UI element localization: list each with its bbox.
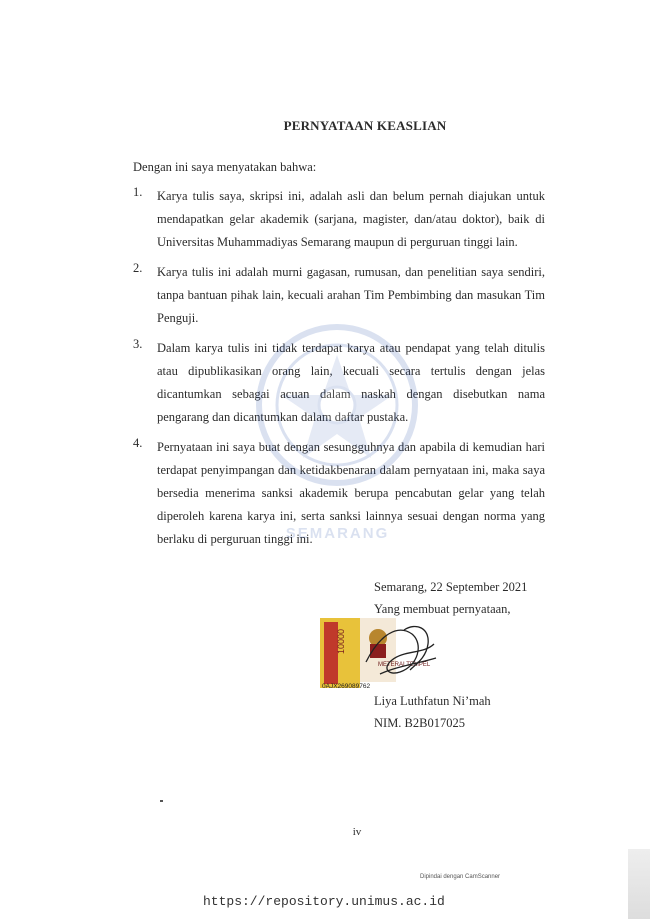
item-text: Karya tulis saya, skripsi ini, adalah asli dan belum pernah diajukan untuk mendapatkan gelar akademik (sarjana, magister, dan/atau doktor), baik di Universitas Muhammadiyas Semarang maupun di perguruan tinggi lain. <box>157 189 545 249</box>
document-title: PERNYATAAN KEASLIAN <box>283 118 447 133</box>
intro-text: Dengan ini saya menyatakan bahwa: <box>133 160 317 174</box>
place-date: Semarang, 22 September 2021 <box>374 580 528 594</box>
stamp-serial: 0AJX269089762 <box>322 683 371 690</box>
page-number: iv <box>352 826 362 838</box>
item-number: 3. <box>133 337 143 351</box>
maker-label: Yang membuat pernyataan, <box>374 602 511 616</box>
list-item <box>133 436 545 551</box>
statement-list <box>133 185 545 558</box>
list-item <box>133 261 545 330</box>
item-text: Karya tulis ini adalah murni gagasan, rumusan, dan penelitian saya sendiri, tanpa bantuan pihak lain, kecuali arahan Tim Pembimbing dan masukan Tim Penguji. <box>157 265 545 325</box>
revenue-stamp <box>320 614 438 690</box>
signer-nim: NIM. B2B017025 <box>374 716 465 730</box>
watermark-text: SEMARANG <box>285 525 390 542</box>
item-number: 1. <box>133 185 143 199</box>
signer-block <box>374 690 491 734</box>
repository-url[interactable]: https://repository.unimus.ac.id <box>203 894 445 909</box>
item-number: 4. <box>133 436 143 450</box>
stamp-value: 10000 <box>336 628 346 654</box>
item-text: Pernyataan ini saya buat dengan sesungguhnya dan apabila di kemudian hari terdapat penyimpangan dan ketidakbenaran dalam pernyataan ini, maka saya bersedia menerima sanksi akademik berupa pencabutan gelar yang telah diperoleh karena karya ini, serta sanksi lainnya sesuai dengan norma yang berlaku di perguruan tinggi ini. <box>157 440 545 546</box>
item-number: 2. <box>133 261 143 275</box>
item-text: Dalam karya tulis ini tidak terdapat karya atau pendapat yang telah ditulis atau dipublikasikan orang lain, kecuali secara tertulis dengan jelas dicantumkan sebagai acuan dalam naskah dengan disebutkan nama pengarang dan dicantumkan dalam daftar pustaka. <box>157 341 545 424</box>
scan-speck <box>160 800 163 802</box>
scanner-watermark: Dipindai dengan CamScanner <box>420 874 501 880</box>
stamp-label: METERAI TEMPEL <box>378 662 431 668</box>
signer-name: Liya Luthfatun Ni’mah <box>374 694 491 708</box>
list-item <box>133 337 545 429</box>
page-corner-shadow <box>628 849 650 919</box>
list-item <box>133 185 545 254</box>
